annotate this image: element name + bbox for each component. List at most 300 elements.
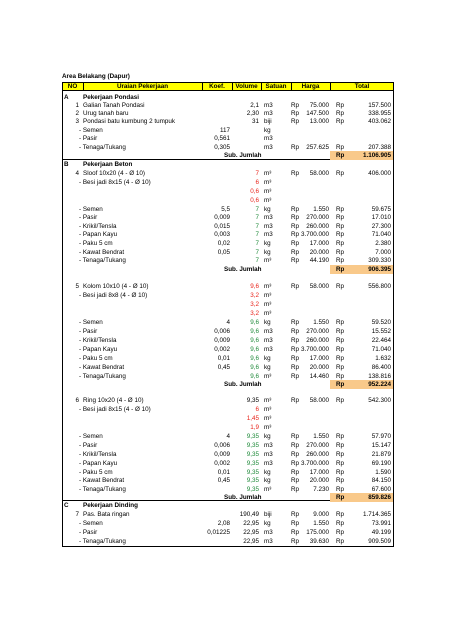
row-currency: Rp [291, 486, 300, 493]
row-description: - Krikil/Tensla [79, 223, 117, 230]
row-currency: Rp [291, 529, 300, 536]
row-description: - Papan Kayu [79, 460, 118, 467]
row-number: 1 [75, 102, 79, 109]
row-koef: 5,5 [221, 206, 230, 213]
row-total: 556.800 [368, 283, 391, 290]
row-satuan: m³ [264, 424, 272, 431]
row-satuan: m3 [264, 538, 273, 545]
row-satuan: m³ [264, 301, 272, 308]
row-volume: 9,6 [250, 319, 259, 326]
row-harga: 58.000 [309, 397, 329, 404]
row-total: 86.400 [371, 364, 391, 371]
row-volume: 9,6 [250, 328, 259, 335]
subtotal-label: Sub. Jumlah [224, 266, 262, 273]
row-currency: Rp [291, 206, 300, 213]
row-currency: Rp [291, 469, 300, 476]
row-number: 4 [75, 170, 79, 177]
row-number: 2 [75, 110, 79, 117]
row-description: Kolom 10x10 (4 - Ø 10) [83, 283, 149, 290]
row-description: - Paku 5 cm [79, 355, 113, 362]
row-currency: Rp [336, 110, 345, 117]
row-satuan: m³ [264, 415, 272, 422]
row-currency: Rp [336, 451, 345, 458]
row-description: Pas. Bata ringan [83, 511, 130, 518]
row-satuan: m3 [264, 328, 273, 335]
row-satuan: m³ [264, 292, 272, 299]
row-volume: 9,6 [250, 283, 259, 290]
row-currency: Rp [291, 346, 300, 353]
row-koef: 4 [226, 433, 230, 440]
row-total: 15.552 [371, 328, 391, 335]
row-currency: Rp [291, 355, 300, 362]
row-total: 57.970 [371, 433, 391, 440]
row-currency: Rp [291, 144, 300, 151]
row-currency: Rp [291, 397, 300, 404]
subtotal-value: 906.395 [368, 266, 391, 273]
row-description: - Kawat Bendrat [79, 364, 125, 371]
header-total: Total [354, 83, 370, 90]
row-satuan: m3 [264, 460, 273, 467]
row-currency: Rp [336, 144, 345, 151]
row-currency: Rp [336, 511, 345, 518]
row-currency: Rp [336, 319, 345, 326]
row-satuan: m3 [264, 102, 273, 109]
row-satuan: m³ [264, 486, 272, 493]
row-harga: 1.550 [313, 319, 329, 326]
row-volume: 190,49 [239, 511, 259, 518]
row-satuan: m³ [264, 406, 272, 413]
row-volume: 7 [255, 214, 259, 221]
row-satuan: kg [264, 477, 271, 484]
row-currency: Rp [336, 231, 345, 238]
row-number: 6 [75, 397, 79, 404]
row-satuan: m3 [264, 144, 273, 151]
row-koef: 117 [219, 127, 230, 134]
subtotal-label: Sub. Jumlah [224, 152, 262, 159]
row-koef: 0,006 [214, 442, 230, 449]
row-volume: 7 [255, 223, 259, 230]
row-number: 3 [75, 118, 79, 125]
row-harga: 1.550 [313, 520, 329, 527]
row-volume: 9,35 [246, 397, 259, 404]
row-currency: Rp [336, 240, 345, 247]
row-total: 59.520 [371, 319, 391, 326]
header-harga: Harga [301, 83, 320, 90]
row-harga: 7.230 [313, 486, 329, 493]
row-satuan: biji [264, 511, 272, 518]
row-description: - Papan Kayu [79, 231, 118, 238]
row-koef: 4 [226, 319, 230, 326]
row-volume: 9,6 [250, 364, 259, 371]
row-currency: Rp [291, 110, 300, 117]
row-description: - Paku 5 cm [79, 469, 113, 476]
row-number: 7 [75, 511, 79, 518]
row-currency: Rp [336, 486, 345, 493]
row-total: 7.000 [375, 249, 391, 256]
row-volume: 3,2 [250, 310, 259, 317]
row-description: - Semen [79, 433, 103, 440]
row-koef: 0,009 [214, 214, 230, 221]
header-uraian: Uraian Pekerjaan [116, 83, 169, 90]
row-harga: 9.000 [313, 511, 329, 518]
row-total: 73.991 [371, 520, 391, 527]
row-harga: 257.625 [306, 144, 329, 151]
row-satuan: kg [264, 520, 271, 527]
row-volume: 2,1 [250, 102, 259, 109]
row-satuan: m3 [264, 214, 273, 221]
row-koef: 0,002 [214, 460, 230, 467]
row-total: 15.147 [371, 442, 391, 449]
row-volume: 7 [255, 240, 259, 247]
row-total: 1.590 [375, 469, 391, 476]
row-harga: 270.000 [306, 328, 329, 335]
row-total: 84.150 [371, 477, 391, 484]
row-volume: 9,35 [246, 442, 259, 449]
row-satuan: m3 [264, 529, 273, 536]
row-description: - Tenaga/Tukang [79, 257, 126, 264]
row-number: C [64, 502, 69, 509]
row-koef: 0,002 [214, 346, 230, 353]
row-currency: Rp [336, 529, 345, 536]
row-satuan: m³ [264, 188, 272, 195]
row-total: 2.380 [375, 240, 391, 247]
row-description: - Papan Kayu [79, 346, 118, 353]
row-description: - Paku 5 cm [79, 240, 113, 247]
row-koef: 2,08 [217, 520, 230, 527]
row-satuan: m³ [264, 283, 272, 290]
row-satuan: m³ [264, 179, 272, 186]
row-currency: Rp [336, 355, 345, 362]
row-harga: 44.190 [309, 257, 329, 264]
row-harga: 20.000 [309, 249, 329, 256]
row-number: A [64, 94, 69, 101]
row-volume: 6 [255, 179, 259, 186]
row-volume: 9,6 [250, 346, 259, 353]
row-satuan: m³ [264, 373, 272, 380]
row-currency: Rp [336, 170, 345, 177]
row-volume: 7 [255, 257, 259, 264]
row-description: - Pasir [79, 529, 98, 536]
row-currency: Rp [336, 442, 345, 449]
row-satuan: m3 [264, 442, 273, 449]
row-satuan: m³ [264, 197, 272, 204]
row-currency: Rp [291, 364, 300, 371]
row-volume: 7 [255, 170, 259, 177]
row-harga: 270.000 [306, 442, 329, 449]
row-satuan: biji [264, 118, 272, 125]
row-volume: 22,95 [243, 538, 259, 545]
subtotal-currency: Rp [336, 266, 345, 273]
row-satuan: kg [264, 249, 271, 256]
row-volume: 0,6 [250, 188, 259, 195]
row-koef: 0,05 [217, 249, 230, 256]
row-description: Sloof 10x20 (4 - Ø 10) [83, 170, 145, 177]
row-harga: 75.000 [309, 102, 329, 109]
row-currency: Rp [291, 520, 300, 527]
row-currency: Rp [291, 477, 300, 484]
row-total: 207.388 [368, 144, 391, 151]
row-harga: 20.000 [309, 364, 329, 371]
row-description: - Besi jadi 8x8 (4 - Ø 10) [79, 292, 148, 299]
row-volume: 3,2 [250, 292, 259, 299]
row-currency: Rp [336, 397, 345, 404]
row-harga: 147.500 [306, 110, 329, 117]
row-harga: 270.000 [306, 214, 329, 221]
row-harga: 1.550 [313, 433, 329, 440]
section-title: Pekerjaan Beton [83, 161, 133, 168]
header-koef: Koef. [209, 83, 225, 90]
row-harga: 3.700.000 [300, 231, 329, 238]
row-volume: 9,35 [246, 460, 259, 467]
row-description: - Tenaga/Tukang [79, 538, 126, 545]
row-volume: 1,45 [246, 415, 259, 422]
row-total: 1.714.365 [362, 511, 391, 518]
row-satuan: kg [264, 206, 271, 213]
row-currency: Rp [291, 249, 300, 256]
row-total: 67.600 [371, 486, 391, 493]
row-currency: Rp [336, 373, 345, 380]
row-description: Pondasi batu kumbung 2 tumpuk [83, 118, 176, 125]
row-description: - Tenaga/Tukang [79, 144, 126, 151]
row-satuan: m3 [264, 135, 273, 142]
row-total: 59.675 [371, 206, 391, 213]
row-currency: Rp [336, 346, 345, 353]
row-koef: 0,015 [214, 223, 230, 230]
row-volume: 9,35 [246, 433, 259, 440]
section-title: Pekerjaan Pondasi [83, 94, 139, 101]
row-volume: 6 [255, 406, 259, 413]
row-satuan: m3 [264, 346, 273, 353]
row-description: - Pasir [79, 135, 98, 142]
row-koef: 0,009 [214, 337, 230, 344]
row-total: 406.000 [368, 170, 391, 177]
row-satuan: kg [264, 319, 271, 326]
row-currency: Rp [336, 249, 345, 256]
row-description: Urug tanah baru [83, 110, 129, 117]
row-currency: Rp [336, 538, 345, 545]
header-volume: Volume [235, 83, 258, 90]
subtotal-currency: Rp [336, 494, 345, 501]
row-description: Galian Tanah Pondasi [83, 102, 145, 109]
row-volume: 9,35 [246, 477, 259, 484]
subtotal-label: Sub. Jumlah [224, 381, 262, 388]
row-currency: Rp [336, 206, 345, 213]
row-currency: Rp [336, 102, 345, 109]
row-description: - Kawat Bendrat [79, 249, 125, 256]
row-currency: Rp [336, 477, 345, 484]
row-description: - Kawat Bendrat [79, 477, 125, 484]
row-harga: 260.000 [306, 223, 329, 230]
subtotal-label: Sub. Jumlah [224, 494, 262, 501]
header-satuan: Satuan [265, 83, 287, 90]
row-volume: 31 [251, 118, 259, 125]
row-total: 309.330 [368, 257, 391, 264]
row-volume: 9,35 [246, 486, 259, 493]
row-satuan: m3 [264, 223, 273, 230]
row-currency: Rp [336, 433, 345, 440]
row-koef: 0,45 [217, 364, 230, 371]
row-harga: 20.000 [309, 477, 329, 484]
row-harga: 17.000 [309, 355, 329, 362]
row-volume: 9,35 [246, 451, 259, 458]
row-satuan: m3 [264, 231, 273, 238]
row-description: - Tenaga/Tukang [79, 486, 126, 493]
row-currency: Rp [336, 328, 345, 335]
row-volume: 7 [255, 249, 259, 256]
row-koef: 0,01 [217, 355, 230, 362]
row-number: 5 [75, 283, 79, 290]
row-volume: 0,6 [250, 197, 259, 204]
row-currency: Rp [291, 319, 300, 326]
row-currency: Rp [291, 118, 300, 125]
row-total: 22.464 [371, 337, 391, 344]
row-harga: 17.000 [309, 240, 329, 247]
row-currency: Rp [291, 451, 300, 458]
row-currency: Rp [291, 337, 300, 344]
row-description: - Semen [79, 206, 103, 213]
row-description: - Besi jadi 8x15 (4 - Ø 10) [79, 406, 151, 413]
row-currency: Rp [291, 257, 300, 264]
row-volume: 2,30 [246, 110, 259, 117]
row-currency: Rp [291, 214, 300, 221]
row-currency: Rp [291, 283, 300, 290]
row-currency: Rp [336, 364, 345, 371]
row-satuan: kg [264, 355, 271, 362]
row-satuan: m³ [264, 397, 272, 404]
row-satuan: kg [264, 240, 271, 247]
row-harga: 58.000 [309, 283, 329, 290]
row-currency: Rp [291, 433, 300, 440]
row-currency: Rp [336, 283, 345, 290]
row-total: 1.632 [375, 355, 391, 362]
row-currency: Rp [336, 214, 345, 221]
row-description: - Pasir [79, 328, 98, 335]
header-no: NO [67, 83, 78, 90]
row-koef: 0,006 [214, 328, 230, 335]
row-koef: 0,02 [217, 240, 230, 247]
row-volume: 9,6 [250, 373, 259, 380]
row-total: 49.199 [371, 529, 391, 536]
row-satuan: m³ [264, 170, 272, 177]
subtotal-currency: Rp [336, 381, 345, 388]
row-satuan: kg [264, 364, 271, 371]
row-koef: 0,561 [214, 135, 230, 142]
row-currency: Rp [291, 460, 300, 467]
row-number: B [64, 161, 69, 168]
row-description: - Semen [79, 127, 103, 134]
row-total: 71.040 [371, 231, 391, 238]
row-currency: Rp [291, 231, 300, 238]
row-satuan: m³ [264, 257, 272, 264]
row-volume: 7 [255, 231, 259, 238]
row-harga: 260.000 [306, 451, 329, 458]
row-volume: 3,2 [250, 301, 259, 308]
row-satuan: m³ [264, 310, 272, 317]
row-description: - Pasir [79, 214, 98, 221]
row-description: - Krikil/Tensla [79, 451, 117, 458]
row-currency: Rp [291, 511, 300, 518]
row-currency: Rp [336, 223, 345, 230]
row-koef: 0,01225 [207, 529, 230, 536]
row-harga: 1.550 [313, 206, 329, 213]
row-currency: Rp [336, 257, 345, 264]
row-volume: 9,35 [246, 469, 259, 476]
row-harga: 58.000 [309, 170, 329, 177]
row-currency: Rp [336, 520, 345, 527]
row-harga: 17.000 [309, 469, 329, 476]
row-total: 138.816 [368, 373, 391, 380]
row-volume: 22,95 [243, 520, 259, 527]
row-satuan: m3 [264, 451, 273, 458]
row-volume: 7 [255, 206, 259, 213]
row-total: 21.879 [371, 451, 391, 458]
row-volume: 1,9 [250, 424, 259, 431]
row-description: - Pasir [79, 442, 98, 449]
row-total: 542.300 [368, 397, 391, 404]
row-total: 157.500 [368, 102, 391, 109]
subtotal-value: 859.826 [368, 494, 391, 501]
row-description: - Krikil/Tensla [79, 337, 117, 344]
row-currency: Rp [291, 373, 300, 380]
row-volume: 9,6 [250, 337, 259, 344]
row-total: 403.062 [368, 118, 391, 125]
row-koef: 0,45 [217, 477, 230, 484]
row-currency: Rp [291, 102, 300, 109]
row-harga: 14.460 [309, 373, 329, 380]
row-total: 69.190 [371, 460, 391, 467]
row-description: - Semen [79, 319, 103, 326]
row-currency: Rp [291, 328, 300, 335]
row-harga: 13.000 [309, 118, 329, 125]
row-currency: Rp [291, 442, 300, 449]
row-total: 909.509 [368, 538, 391, 545]
row-total: 71.040 [371, 346, 391, 353]
row-currency: Rp [336, 337, 345, 344]
row-currency: Rp [291, 240, 300, 247]
row-currency: Rp [336, 469, 345, 476]
row-currency: Rp [336, 118, 345, 125]
row-harga: 175.000 [306, 529, 329, 536]
row-description: Ring 10x20 (4 - Ø 10) [83, 397, 144, 404]
row-currency: Rp [291, 170, 300, 177]
row-currency: Rp [291, 538, 300, 545]
subtotal-value: 952.224 [368, 381, 391, 388]
row-harga: 39.630 [309, 538, 329, 545]
row-satuan: kg [264, 433, 271, 440]
row-koef: 0,305 [214, 144, 230, 151]
row-volume: 22,95 [243, 529, 259, 536]
sheet-title: Area Belakang (Dapur) [62, 73, 130, 80]
row-harga: 3.700.000 [300, 460, 329, 467]
row-volume: 9,6 [250, 355, 259, 362]
subtotal-currency: Rp [336, 152, 345, 159]
row-satuan: m3 [264, 337, 273, 344]
row-satuan: m3 [264, 110, 273, 117]
section-title: Pekerjaan Dinding [83, 502, 138, 509]
row-koef: 0,009 [214, 451, 230, 458]
row-currency: Rp [291, 223, 300, 230]
row-description: - Tenaga/Tukang [79, 373, 126, 380]
row-satuan: kg [264, 127, 271, 134]
row-total: 17.010 [371, 214, 391, 221]
row-currency: Rp [336, 460, 345, 467]
row-satuan: kg [264, 469, 271, 476]
row-koef: 0,003 [214, 231, 230, 238]
row-description: - Besi jadi 8x15 (4 - Ø 10) [79, 179, 151, 186]
row-harga: 3.700.000 [300, 346, 329, 353]
row-harga: 260.000 [306, 337, 329, 344]
subtotal-value: 1.106.905 [362, 152, 391, 159]
